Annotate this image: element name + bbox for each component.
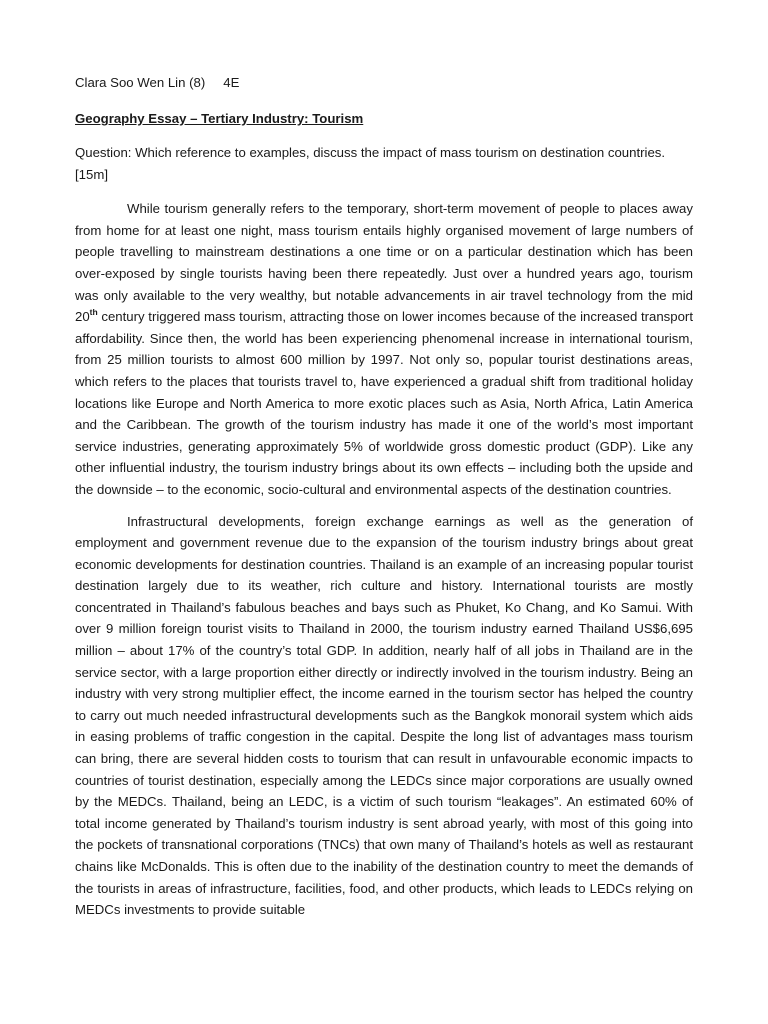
essay-question: Question: Which reference to examples, discuss the impact of mass tourism on destination countries. [15m] bbox=[75, 145, 666, 182]
student-header bbox=[75, 72, 693, 94]
paragraph-intro-text-1: While tourism generally refers to the temporary, short-term movement of people to places away from home for at least one night, mass tourism entails highly organised movement of large numbers of people travelling to mainstream destinations a one time or on a particular destination which has been over-exposed by single tourists having been there repeatedly. Just over a hundred years ago, tourism was only available to the very wealthy, but notable advancements in air travel technology from the mid 20 bbox=[75, 201, 693, 325]
paragraph-intro bbox=[75, 198, 693, 500]
ordinal-superscript: th bbox=[89, 307, 98, 318]
essay-title: Geography Essay – Tertiary Industry: Tourism bbox=[75, 111, 364, 126]
student-name: Clara Soo Wen Lin (8) bbox=[75, 75, 206, 90]
document-page bbox=[75, 72, 693, 931]
paragraph-intro-text-2: century triggered mass tourism, attracting those on lower incomes because of the increased transport affordability. Since then, the world has been experiencing phenomenal increase in international tourism, from 25 million tourists to almost 600 million by 1997. Not only so, popular tourist destinations areas, which refers to the places that tourists travel to, have experienced a gradual shift from traditional holiday locations like Europe and North America to more exotic places such as Asia, North Africa, Latin America and the Caribbean. The growth of the tourism industry has made it one of the world’s most important service industries, generating approximately 5% of worldwide gross domestic product (GDP). Like any other influential industry, the tourism industry brings about its own effects – including both the upside and the downside – to the economic, socio-cultural and environmental aspects of the destination countries. bbox=[75, 309, 693, 497]
paragraph-economic: Infrastructural developments, foreign exchange earnings as well as the generation of employment and government revenue due to the expansion of the tourism industry brings about great economic developments for destination countries. Thailand is an example of an increasing popular tourist destination largely due to its weather, rich culture and history. International tourists are mostly concentrated in Thailand’s fabulous beaches and bays such as Phuket, Ko Chang, and Ko Samui. With over 9 million foreign tourist visits to Thailand in 2000, the tourism industry earned Thailand US$6,695 million – about 17% of the country’s total GDP. In addition, nearly half of all jobs in Thailand are in the service sector, with a large proportion either directly or indirectly involved in the tourism industry. Being an industry with very strong multiplier effect, the income earned in the tourism sector has helped the country to carry out much needed infrastructural developments such as the Bangkok monorail system which aids in easing problems of traffic congestion in the capital. Despite the long list of advantages mass tourism can bring, there are several hidden costs to tourism that can result in unfavourable economic impacts to countries of tourist destination, especially among the LEDCs since major corporations are usually owned by the MEDCs. Thailand, being an LEDC, is a victim of such tourism “leakages”. An estimated 60% of total income generated by Thailand’s tourism industry is sent abroad yearly, with most of this going into the pockets of transnational corporations (TNCs) that own many of Thailand’s hotels as well as restaurant chains like McDonalds. This is often due to the inability of the destination country to meet the demands of the tourists in areas of infrastructure, facilities, food, and other products, which leads to LEDCs relying on MEDCs investments to provide suitable bbox=[75, 513, 693, 918]
class-code: 4E bbox=[223, 75, 240, 90]
